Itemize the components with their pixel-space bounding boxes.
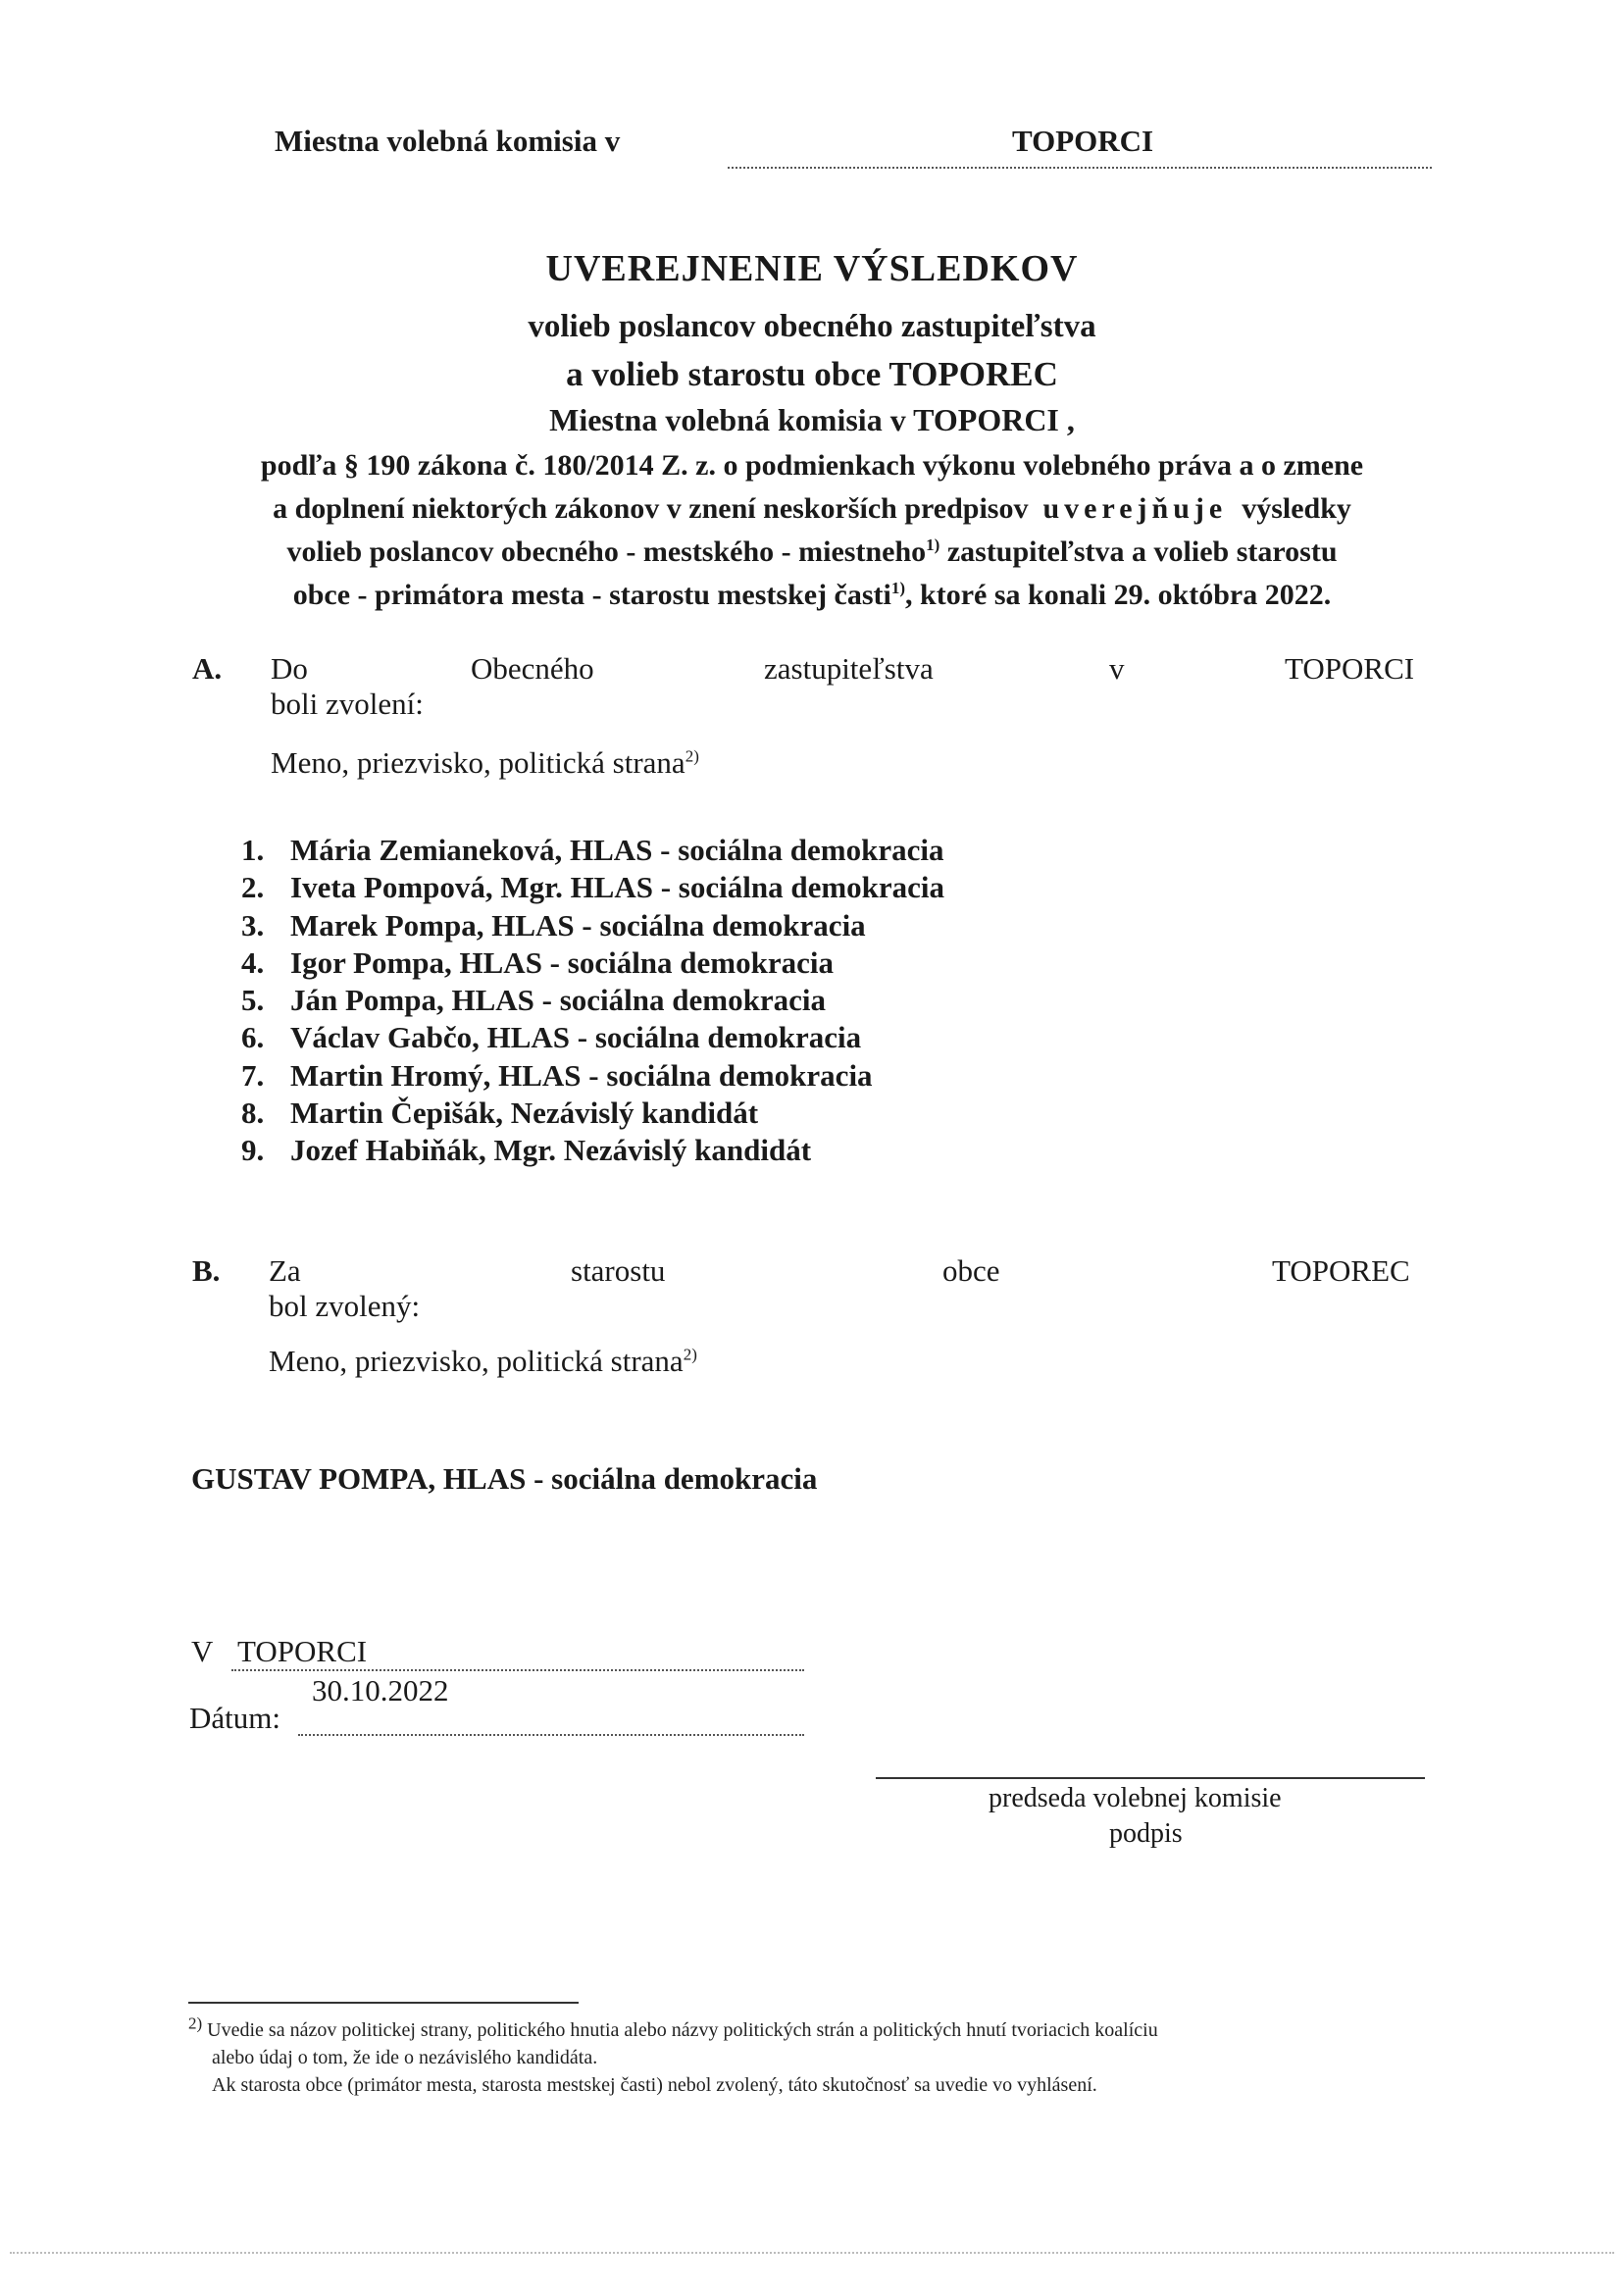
- list-item-text: Jozef Habiňák, Mgr. Nezávislý kandidát: [290, 1133, 812, 1168]
- list-item: [241, 907, 944, 944]
- intro-line-3: [0, 535, 1624, 569]
- footnote-separator: [188, 2002, 579, 2004]
- section-a-place: TOPORCI: [1285, 651, 1415, 686]
- section-b-word-3: obce: [942, 1253, 1000, 1288]
- place-prefix: V: [191, 1634, 214, 1668]
- elected-mayor: GUSTAV POMPA, HLAS - sociálna demokracia: [191, 1461, 818, 1496]
- place-dotted-line: [231, 1669, 804, 1671]
- date-value: 30.10.2022: [312, 1673, 449, 1708]
- section-a-elected-label: boli zvolení:: [271, 687, 424, 721]
- intro-line-1: podľa § 190 zákona č. 180/2014 Z. z. o podmienkach výkonu volebného práva a o zmene: [260, 449, 1364, 482]
- footnote-ref: 1): [926, 535, 940, 554]
- list-item-number: 7.: [241, 1057, 265, 1093]
- intro-line-4-end: , ktoré sa konali 29. októbra 2022.: [905, 579, 1332, 611]
- section-b-field-label: [269, 1344, 697, 1379]
- section-b-letter: B.: [192, 1253, 221, 1288]
- intro-line-3-end: zastupiteľstva a volieb starostu: [939, 535, 1338, 568]
- footnote-line-3: Ak starosta obce (primátor mesta, starosta mestskej časti) nebol zvolený, táto skutočnosť sa uvedie vo vyhlásení.: [212, 2074, 1097, 2096]
- section-a-field-label: [271, 745, 699, 781]
- list-item: [241, 982, 944, 1019]
- section-a-word-4: v: [1109, 651, 1125, 686]
- list-item-number: 6.: [241, 1020, 265, 1055]
- list-item-text: Igor Pompa, HLAS - sociálna demokracia: [290, 944, 834, 980]
- commission-label: Miestna volebná komisia v: [275, 124, 621, 158]
- title-line-1: volieb poslancov obecného zastupiteľstva: [528, 309, 1096, 344]
- section-b-place: TOPOREC: [1272, 1253, 1410, 1288]
- date-dotted-line: [298, 1734, 804, 1736]
- date-label: Dátum:: [189, 1701, 280, 1735]
- section-a-word-3: zastupiteľstva: [764, 651, 934, 686]
- publishes-verb: uverejňuje: [1042, 492, 1228, 525]
- list-item: [241, 944, 944, 982]
- intro-line-2-text: a doplnení niektorých zákonov v znení neskorších predpisov: [273, 492, 1029, 525]
- list-item-text: Martin Hromý, HLAS - sociálna demokracia: [290, 1057, 873, 1093]
- place-value: TOPORCI: [237, 1634, 368, 1668]
- list-item-number: 9.: [241, 1133, 265, 1168]
- dotted-fill-line: [728, 167, 1432, 169]
- list-item: [241, 1019, 944, 1056]
- list-item-text: Martin Čepišák, Nezávislý kandidát: [290, 1096, 759, 1131]
- list-item-text: Marek Pompa, HLAS - sociálna demokracia: [290, 907, 866, 943]
- list-item: [241, 1057, 944, 1095]
- list-item-text: Iveta Pompová, Mgr. HLAS - sociálna demokracia: [290, 870, 945, 905]
- list-item-text: Mária Zemianeková, HLAS - sociálna demokracia: [290, 833, 944, 867]
- title-line-2: a volieb starostu obce TOPOREC: [566, 355, 1058, 393]
- section-a-word-1: Do: [271, 651, 308, 686]
- elected-members-list: [241, 832, 944, 1170]
- list-item: [241, 1132, 944, 1169]
- list-item-number: 3.: [241, 907, 265, 943]
- footnote-ref: 2): [685, 746, 699, 766]
- section-b-word-2: starostu: [571, 1253, 666, 1288]
- footnote-ref: 2): [683, 1345, 697, 1364]
- list-item-number: 1.: [241, 833, 265, 867]
- section-a-letter: A.: [192, 651, 223, 686]
- list-item: [241, 832, 944, 869]
- signature-sublabel: podpis: [1109, 1818, 1183, 1849]
- signature-label: predseda volebnej komisie: [989, 1783, 1282, 1813]
- field-label-text: Meno, priezvisko, politická strana: [271, 745, 685, 780]
- intro-line-2: [0, 492, 1624, 526]
- scan-edge: [10, 2252, 1614, 2254]
- commission-place: TOPORCI: [1012, 124, 1154, 158]
- list-item: [241, 869, 944, 906]
- list-item-text: Václav Gabčo, HLAS - sociálna demokracia: [290, 1020, 862, 1055]
- intro-line-2-end: výsledky: [1242, 492, 1351, 525]
- section-b-elected-label: bol zvolený:: [269, 1289, 421, 1323]
- footnote-line-2: alebo údaj o tom, že ide o nezávislého kandidáta.: [212, 2047, 598, 2068]
- document-title: UVEREJNENIE VÝSLEDKOV: [545, 248, 1079, 289]
- list-item-number: 2.: [241, 870, 265, 905]
- list-item-number: 5.: [241, 983, 265, 1018]
- signature-line: [876, 1777, 1425, 1779]
- intro-line-4-text: obce - primátora mesta - starostu mestskej časti: [292, 579, 891, 611]
- list-item-text: Ján Pompa, HLAS - sociálna demokracia: [290, 983, 826, 1018]
- title-line-3: Miestna volebná komisia v TOPORCI ,: [549, 402, 1075, 437]
- footnote: [188, 2016, 1158, 2099]
- list-item: [241, 1095, 944, 1132]
- list-item-number: 8.: [241, 1096, 265, 1131]
- section-b-word-1: Za: [269, 1253, 301, 1288]
- section-a-word-2: Obecného: [471, 651, 594, 686]
- footnote-ref: 1): [890, 579, 906, 597]
- intro-line-4: [0, 579, 1624, 612]
- footnote-mark: 2): [188, 2014, 203, 2033]
- intro-line-3-text: volieb poslancov obecného - mestského - miestneho: [286, 535, 927, 568]
- footnote-line-1: Uvedie sa názov politickej strany, politického hnutia alebo názvy politických strán a politických hnutí tvoriacich koalíciu: [207, 2019, 1158, 2041]
- list-item-number: 4.: [241, 944, 265, 980]
- field-label-text: Meno, priezvisko, politická strana: [269, 1344, 684, 1378]
